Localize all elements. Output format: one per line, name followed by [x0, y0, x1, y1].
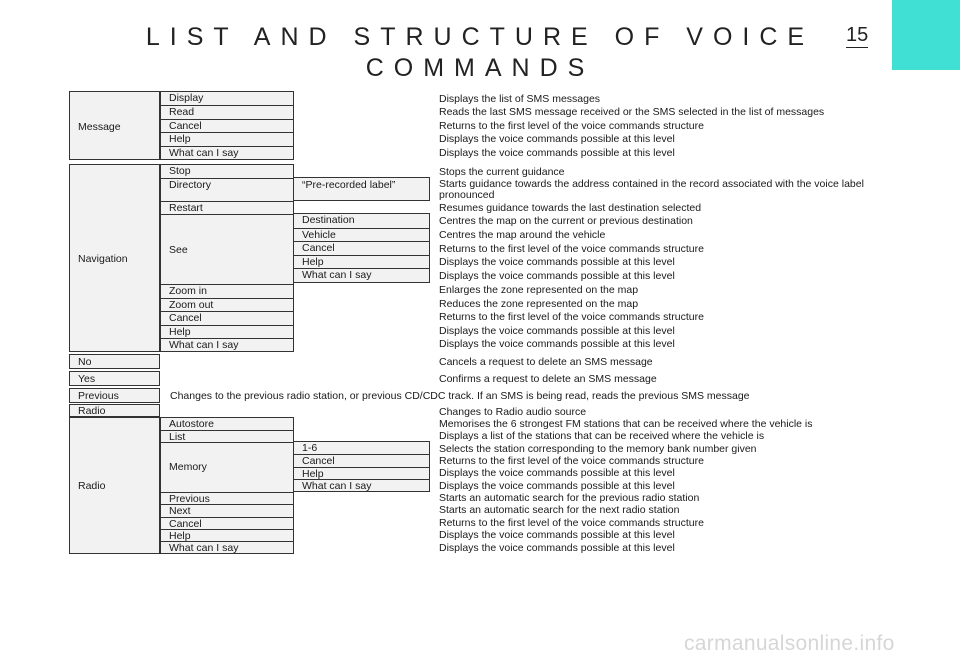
command-description: Returns to the first level of the voice commands structure	[439, 455, 704, 467]
command-cell: Autostore	[169, 418, 214, 430]
subcommand-cell: What can I say	[294, 268, 429, 283]
command-cell: Help	[161, 325, 293, 339]
see-subcommands	[293, 213, 430, 283]
radio-group	[69, 417, 160, 554]
command-description: Displays the voice commands possible at this level	[439, 133, 675, 145]
subcommand-cell: Help	[294, 255, 429, 269]
directory-param-label: “Pre-recorded label”	[302, 179, 396, 191]
yes-command	[69, 371, 160, 386]
subcommand-cell: What can I say	[294, 479, 429, 492]
message-group	[69, 91, 160, 160]
no-label: No	[78, 356, 92, 368]
command-cell: Cancel	[161, 517, 293, 530]
command-cell: Help	[161, 132, 293, 146]
command-description: Memorises the 6 strongest FM stations that can be received where the vehicle is	[439, 418, 813, 430]
subcommand-cell: Help	[294, 467, 429, 480]
watermark: carmanualsonline.info	[684, 632, 895, 655]
command-description: Enlarges the zone represented on the map	[439, 284, 639, 296]
command-description: Centres the map on the current or previous destination	[439, 215, 693, 227]
command-description: Starts an automatic search for the previous radio station	[439, 492, 700, 504]
command-description: Changes to Radio audio source	[439, 406, 587, 418]
radio-commands	[160, 417, 294, 554]
navigation-group	[69, 164, 160, 352]
command-description: Displays the voice commands possible at this level	[439, 542, 675, 554]
command-description: Displays the voice commands possible at this level	[439, 325, 675, 337]
command-description: Cancels a request to delete an SMS message	[439, 356, 653, 368]
subcommand-cell: Cancel	[294, 454, 429, 467]
command-cell: Memory	[161, 442, 293, 493]
command-description: Confirms a request to delete an SMS message	[439, 373, 657, 385]
command-description: Starts guidance towards the address contained in the record associated with the voice label pronounced	[439, 178, 864, 201]
message-label: Message	[78, 121, 121, 133]
command-cell: What can I say	[161, 146, 293, 160]
command-description: Displays the voice commands possible at this level	[439, 256, 675, 268]
yes-label: Yes	[78, 373, 96, 385]
command-description: Displays the voice commands possible at this level	[439, 338, 675, 350]
command-cell: Display	[169, 92, 204, 104]
no-command	[69, 354, 160, 369]
section-tab	[892, 0, 960, 70]
command-description: Returns to the first level of the voice commands structure	[439, 243, 704, 255]
radio-top-command	[69, 404, 160, 417]
command-cell: Restart	[161, 201, 293, 215]
previous-label: Previous	[78, 390, 119, 402]
command-cell: Directory	[161, 178, 293, 201]
command-cell: Previous	[161, 492, 293, 505]
message-commands	[160, 91, 294, 160]
command-cell: Help	[161, 529, 293, 542]
command-description: Displays the voice commands possible at this level	[439, 270, 675, 282]
command-description: Returns to the first level of the voice commands structure	[439, 120, 704, 132]
command-description: Resumes guidance towards the last destination selected	[439, 202, 702, 214]
previous-command	[69, 388, 160, 403]
command-description: Stops the current guidance	[439, 166, 565, 178]
command-cell: Next	[161, 504, 293, 517]
command-description: Centres the map around the vehicle	[439, 229, 606, 241]
command-cell: What can I say	[161, 338, 293, 352]
radio-label: Radio	[78, 480, 106, 492]
command-cell: What can I say	[161, 541, 293, 554]
command-description: Changes to the previous radio station, or previous CD/CDC track. If an SMS is being read, reads the previous SMS message	[170, 390, 750, 402]
command-description: Reduces the zone represented on the map	[439, 298, 639, 310]
command-cell: Cancel	[161, 119, 293, 133]
radio-top-label: Radio	[78, 405, 106, 417]
command-cell: Zoom out	[161, 298, 293, 312]
command-description: Displays the voice commands possible at this level	[439, 467, 675, 479]
directory-param	[293, 177, 430, 201]
command-description: Displays the voice commands possible at this level	[439, 529, 675, 541]
command-description: Displays the list of SMS messages	[439, 93, 601, 105]
command-description: Displays the voice commands possible at this level	[439, 147, 675, 159]
command-description: Returns to the first level of the voice commands structure	[439, 517, 704, 529]
page-title: LIST AND STRUCTURE OF VOICE COMMANDS	[145, 23, 815, 82]
memory-subcommands	[293, 441, 430, 492]
subcommand-cell: Destination	[302, 214, 355, 226]
navigation-commands	[160, 164, 294, 352]
command-cell: Stop	[169, 165, 191, 177]
command-description: Displays the voice commands possible at this level	[439, 480, 675, 492]
command-description: Starts an automatic search for the next radio station	[439, 504, 680, 516]
command-cell: Zoom in	[161, 284, 293, 298]
command-cell: Cancel	[161, 311, 293, 325]
command-description: Selects the station corresponding to the memory bank number given	[439, 443, 757, 455]
command-description: Reads the last SMS message received or the SMS selected in the list of messages	[439, 106, 825, 118]
command-description: Displays a list of the stations that can be received where the vehicle is	[439, 430, 765, 442]
page-number: 15	[846, 24, 869, 46]
subcommand-cell: Cancel	[294, 241, 429, 255]
command-cell: Read	[161, 105, 293, 119]
command-cell: See	[161, 214, 293, 284]
command-cell: List	[161, 430, 293, 443]
subcommand-cell: Vehicle	[294, 228, 429, 242]
command-description: Returns to the first level of the voice commands structure	[439, 311, 704, 323]
navigation-label: Navigation	[78, 253, 128, 265]
subcommand-cell: 1-6	[302, 442, 318, 454]
